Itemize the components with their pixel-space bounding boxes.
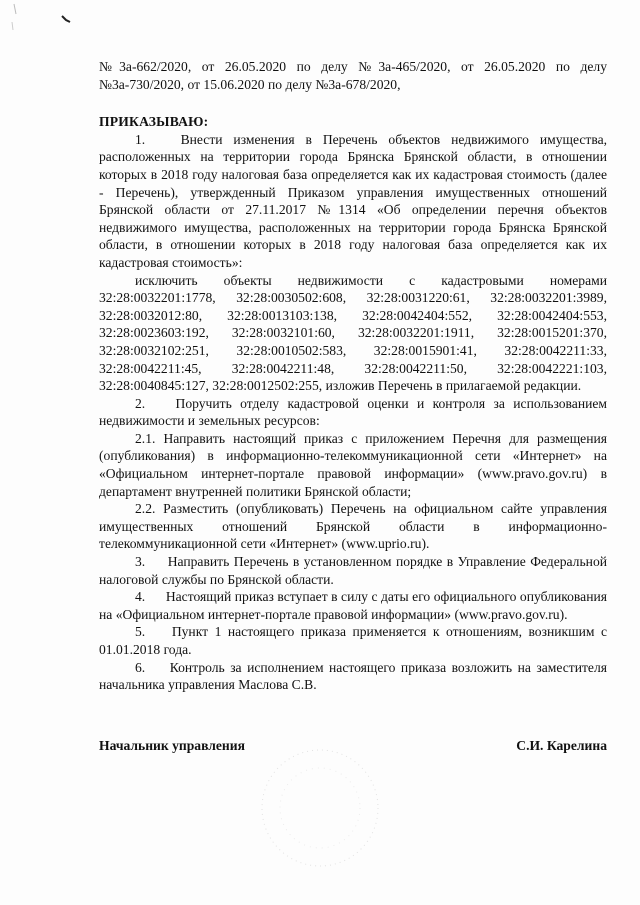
item-2-1 bbox=[99, 430, 607, 500]
item-4-number: 4. bbox=[135, 589, 146, 605]
item-2-2-number: 2.2. bbox=[135, 501, 156, 517]
item-1 bbox=[99, 131, 607, 272]
scan-marks bbox=[0, 0, 90, 40]
signatory-position: Начальник управления bbox=[99, 738, 245, 753]
item-2-1-number: 2.1. bbox=[135, 430, 156, 446]
item-4-text: Настоящий приказ вступает в силу с даты его официального опубликования на «Официальном интернет-портале правовой информации» (www.pravo.gov.ru). bbox=[99, 589, 608, 622]
signatory-name: С.И. Карелина bbox=[516, 738, 607, 753]
item-2-1-text: Направить настоящий приказ с приложением Перечня для размещения (опубликования) в информационно-телекоммуникационной сети «Интернет» на «Официальном интернет-портале правовой информации» (www.pravo.gov.ru) в департамент внутренней политики Брянской области; bbox=[99, 430, 607, 499]
item-5 bbox=[99, 623, 607, 658]
item-2 bbox=[99, 395, 607, 430]
item-6 bbox=[99, 659, 607, 694]
document-body bbox=[99, 58, 607, 694]
item-5-text: Пункт 1 настоящего приказа применяется к отношениям, возникшим с 01.01.2018 года. bbox=[99, 624, 607, 657]
intro-paragraph: №3а-662/2020, от 26.05.2020 по делу №3а-465/2020, от 26.05.2020 по делу №3а-730/2020, от 15.06.2020 по делу №3а-678/2020, bbox=[99, 59, 607, 92]
item-2-2 bbox=[99, 500, 607, 553]
item-2-2-text: Разместить (опубликовать) Перечень на официальном сайте управления имущественных отношений Брянской области в информационно-телекоммуникационной сети «Интернет» (www.uprio.ru). bbox=[99, 501, 607, 552]
item-1-text: Внести изменения в Перечень объектов недвижимого имущества, расположенных на территории города Брянска Брянской области, в отношении которых в 2018 году налоговая база определяется как их кадастровая стоимость (далее - Перечень), утвержденный Приказом управления имущественных отношений Брянской области от 27.11.2017 №1314 «Об определении перечня объектов недвижимого имущества, расположенных на территории города Брянска Брянской области, в отношении которых в 2018 году налоговая база определяется как их кадастровая стоимость»: bbox=[99, 131, 608, 270]
item-5-number: 5. bbox=[135, 624, 146, 640]
item-3 bbox=[99, 553, 607, 588]
item-3-number: 3. bbox=[135, 554, 146, 570]
item-2-number: 2. bbox=[135, 395, 146, 411]
item-1-number: 1. bbox=[135, 131, 146, 147]
item-1-sub: исключить объекты недвижимости с кадастровыми номерами 32:28:0032201:1778, 32:28:0030502:608, 32:28:0031220:61, 32:28:0032201:3989, 32:28:0032012:80, 32:28:0013103:138, 32:28:0042404:552, 32:28:0042404:553, 32:28:0023603:192, 32:28:0032101:60, 32:28:0032201:1911, 32:28:0015201:370, 32:28:0032102:251, 32:28:0010502:583, 32:28:0015901:41, 32:28:0042211:33, 32:28:0042211:45, 32:28:0042211:48, 32:28:0042211:50, 32:28:0042221:103, 32:28:0040845:127, 32:28:0012502:255, изложив Перечень в прилагаемой редакции. bbox=[99, 272, 607, 394]
item-6-number: 6. bbox=[135, 659, 146, 675]
item-6-text: Контроль за исполнением настоящего приказа возложить на заместителя начальника управления Маслова С.В. bbox=[99, 659, 608, 693]
order-heading: ПРИКАЗЫВАЮ: bbox=[99, 114, 209, 130]
item-3-text: Направить Перечень в установленном порядке в Управление Федеральной налоговой службы по Брянской области. bbox=[99, 554, 608, 587]
signature-block bbox=[99, 738, 607, 758]
item-4 bbox=[99, 588, 607, 623]
item-2-text: Поручить отделу кадастровой оценки и контроля за использованием недвижимости и земельных ресурсов: bbox=[99, 395, 608, 429]
